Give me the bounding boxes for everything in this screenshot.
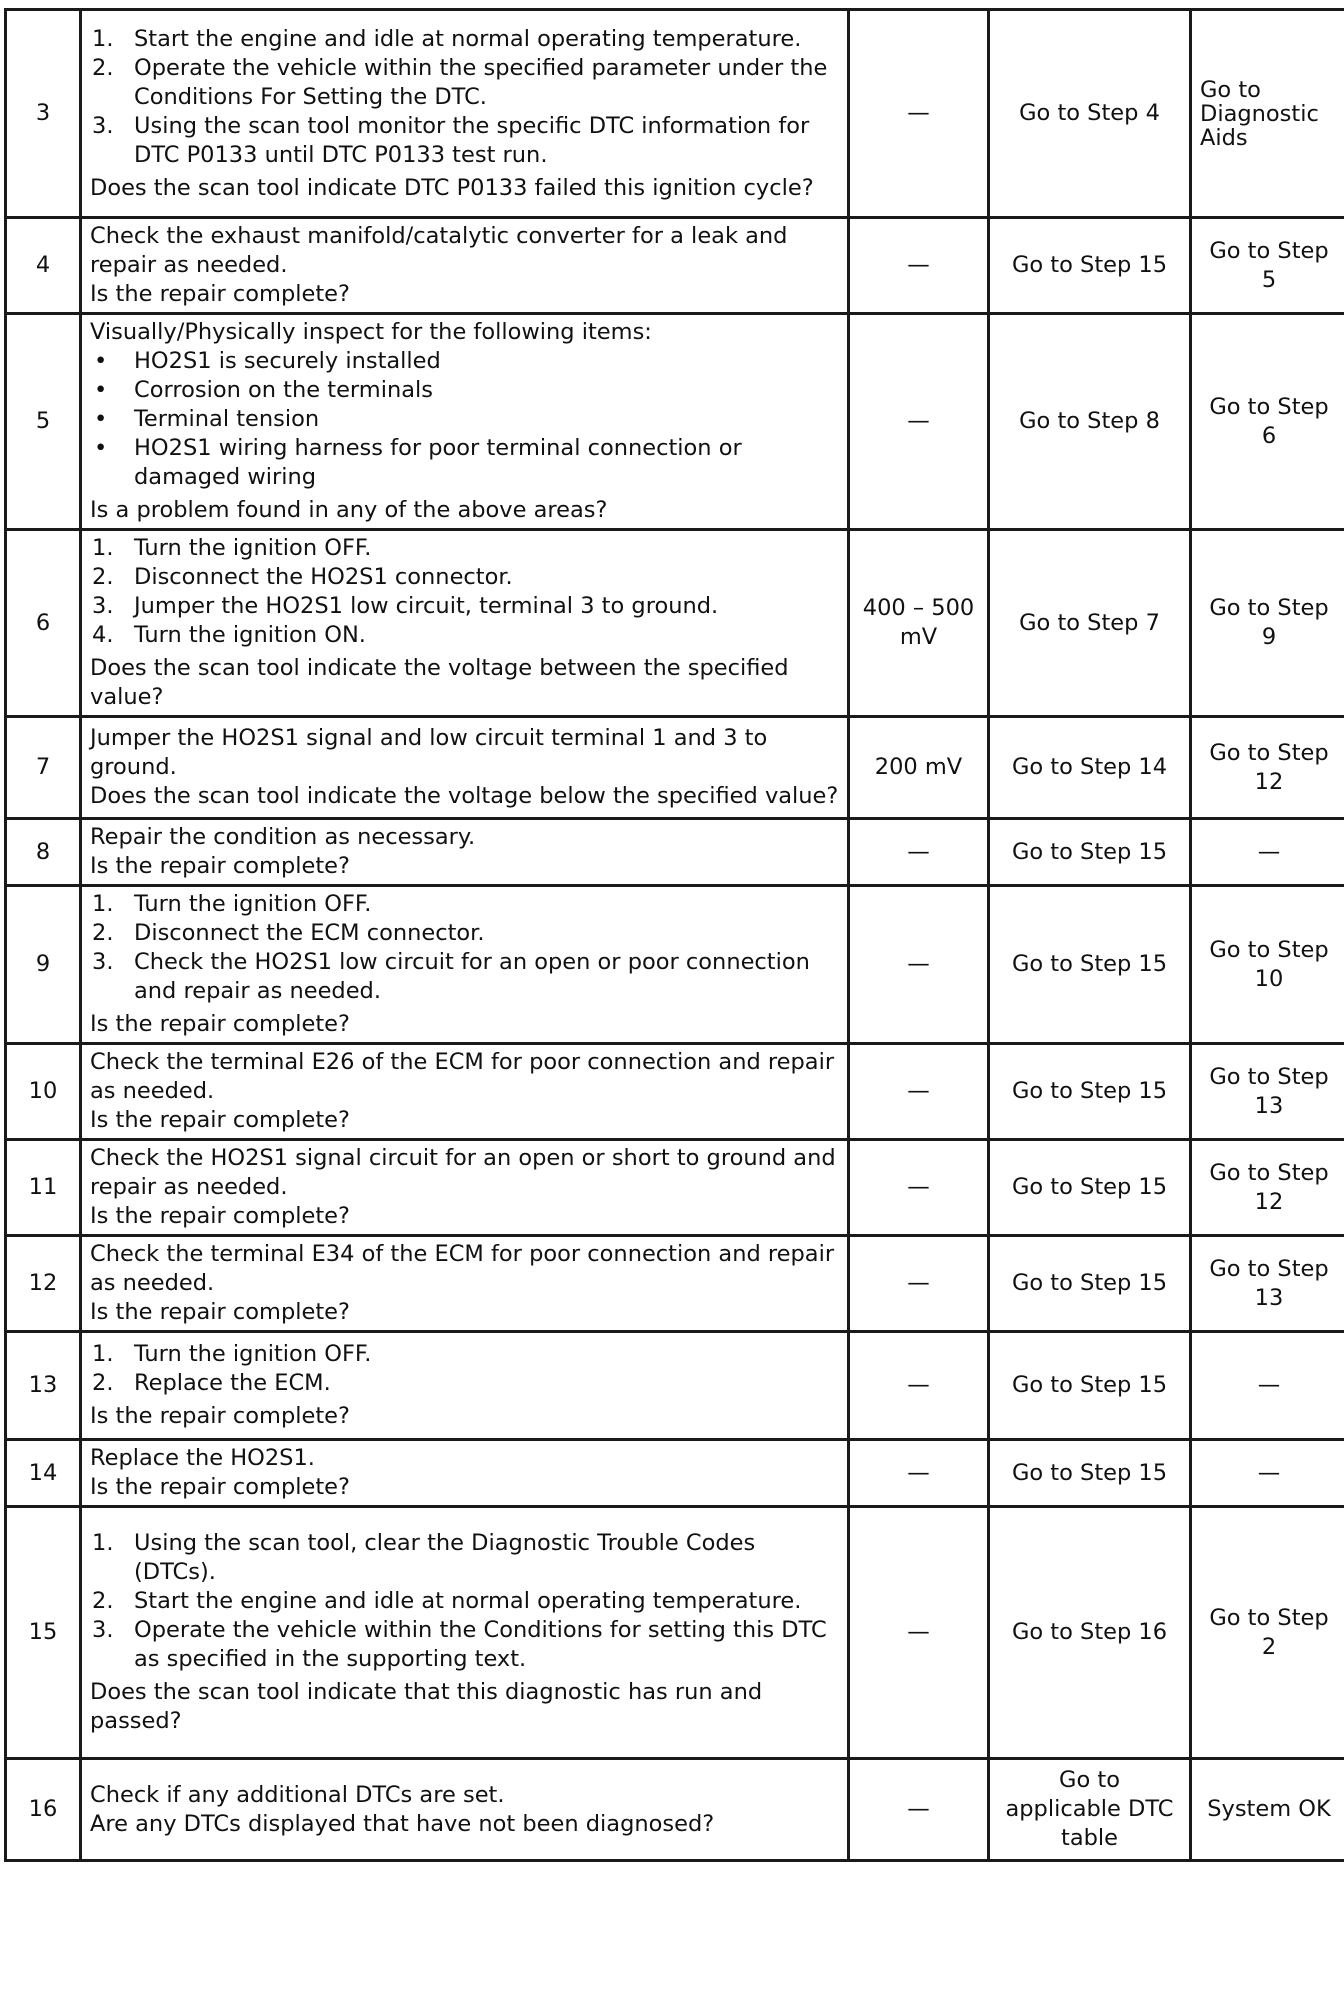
table-row bbox=[6, 886, 1344, 1044]
step-action bbox=[81, 10, 849, 218]
list-item-number: 3. bbox=[92, 949, 114, 975]
yes-action: Go to Step 7 bbox=[989, 530, 1191, 717]
list-item-text: Turn the ignition OFF. bbox=[134, 535, 372, 561]
action-text: Is the repair complete? bbox=[90, 1011, 350, 1037]
step-action bbox=[81, 1236, 849, 1332]
list-item-number: 3. bbox=[92, 112, 114, 139]
table-row bbox=[6, 819, 1344, 886]
list-item bbox=[90, 948, 839, 1006]
step-number: 12 bbox=[6, 1236, 81, 1332]
specified-value: — bbox=[849, 1140, 989, 1236]
step-action bbox=[81, 1759, 849, 1861]
step-action bbox=[81, 218, 849, 314]
step-action bbox=[81, 819, 849, 886]
list-item bbox=[90, 592, 839, 621]
yes-action: Go to applicable DTC table bbox=[989, 1759, 1191, 1861]
numbered-list bbox=[90, 25, 839, 170]
specified-value: — bbox=[849, 1236, 989, 1332]
specified-value: — bbox=[849, 1759, 989, 1861]
table-row bbox=[6, 1440, 1344, 1507]
step-number: 11 bbox=[6, 1140, 81, 1236]
list-item-number: 1. bbox=[92, 1341, 114, 1367]
step-action bbox=[81, 1440, 849, 1507]
table-row bbox=[6, 1507, 1344, 1759]
list-item bbox=[90, 1369, 839, 1398]
list-item-number: 2. bbox=[92, 1588, 114, 1614]
step-action bbox=[81, 1507, 849, 1759]
specified-value: — bbox=[849, 1044, 989, 1140]
numbered-list bbox=[90, 1529, 839, 1674]
step-number: 5 bbox=[6, 314, 81, 530]
step-action bbox=[81, 1332, 849, 1440]
list-item-number: 2. bbox=[92, 920, 114, 946]
list-item-text: Using the scan tool, clear the Diagnostic Trouble Codes (DTCs). bbox=[134, 1530, 756, 1585]
list-item-number: 1. bbox=[92, 535, 114, 561]
list-item-number: 3. bbox=[92, 1617, 114, 1643]
step-action bbox=[81, 717, 849, 819]
action-text: Is a problem found in any of the above areas? bbox=[90, 497, 608, 523]
list-item bbox=[90, 890, 839, 919]
yes-action: Go to Step 15 bbox=[989, 1140, 1191, 1236]
specified-value: — bbox=[849, 1332, 989, 1440]
list-item-text: Replace the ECM. bbox=[134, 1370, 331, 1396]
yes-action: Go to Step 4 bbox=[989, 10, 1191, 218]
specified-value: — bbox=[849, 1507, 989, 1759]
yes-action: Go to Step 15 bbox=[989, 218, 1191, 314]
action-text: Does the scan tool indicate DTC P0133 failed this ignition cycle? bbox=[90, 174, 814, 201]
action-text: Does the scan tool indicate the voltage between the specified value? bbox=[90, 655, 789, 710]
numbered-list bbox=[90, 890, 839, 1006]
action-text: Check the exhaust manifold/catalytic converter for a leak and repair as needed. Is the repair complete? bbox=[90, 223, 788, 307]
action-text: Check the terminal E34 of the ECM for poor connection and repair as needed. Is the repair complete? bbox=[90, 1241, 835, 1325]
numbered-list bbox=[90, 1340, 839, 1398]
list-item-text: Check the HO2S1 low circuit for an open or poor connection and repair as needed. bbox=[134, 949, 810, 1004]
yes-action: Go to Step 14 bbox=[989, 717, 1191, 819]
diagnostic-steps-table bbox=[4, 8, 1344, 1862]
list-item-number: 1. bbox=[92, 1530, 114, 1556]
list-item: • Terminal tension bbox=[90, 405, 839, 434]
no-action: Go to Step 13 bbox=[1191, 1044, 1344, 1140]
step-action bbox=[81, 1044, 849, 1140]
no-action: Go to Step 13 bbox=[1191, 1236, 1344, 1332]
list-item-number: 1. bbox=[92, 891, 114, 917]
specified-value: — bbox=[849, 314, 989, 530]
list-item bbox=[90, 563, 839, 592]
table-row bbox=[6, 1044, 1344, 1140]
step-action bbox=[81, 886, 849, 1044]
specified-value: — bbox=[849, 218, 989, 314]
yes-action: Go to Step 15 bbox=[989, 1044, 1191, 1140]
step-number: 7 bbox=[6, 717, 81, 819]
no-action: Go to Step 12 bbox=[1191, 717, 1344, 819]
list-item-number: 1. bbox=[92, 25, 114, 52]
list-item-text: Disconnect the HO2S1 connector. bbox=[134, 564, 513, 590]
yes-action: Go to Step 8 bbox=[989, 314, 1191, 530]
specified-value: — bbox=[849, 819, 989, 886]
step-number: 8 bbox=[6, 819, 81, 886]
specified-value: — bbox=[849, 10, 989, 218]
no-action: Go to Step 12 bbox=[1191, 1140, 1344, 1236]
table-row bbox=[6, 218, 1344, 314]
numbered-list bbox=[90, 534, 839, 650]
yes-action: Go to Step 15 bbox=[989, 819, 1191, 886]
list-item-text: Jumper the HO2S1 low circuit, terminal 3 to ground. bbox=[134, 593, 719, 619]
no-action: Go to Step 2 bbox=[1191, 1507, 1344, 1759]
table-row bbox=[6, 1332, 1344, 1440]
list-item bbox=[90, 1340, 839, 1369]
step-number: 14 bbox=[6, 1440, 81, 1507]
list-item-text: Operate the vehicle within the specified parameter under the Conditions For Setting the DTC. bbox=[134, 54, 828, 110]
no-action: — bbox=[1191, 819, 1344, 886]
specified-value: 200 mV bbox=[849, 717, 989, 819]
step-number: 6 bbox=[6, 530, 81, 717]
no-action: Go to Step 9 bbox=[1191, 530, 1344, 717]
step-number: 13 bbox=[6, 1332, 81, 1440]
list-item bbox=[90, 621, 839, 650]
action-text: Check the HO2S1 signal circuit for an open or short to ground and repair as needed. Is the repair complete? bbox=[90, 1145, 836, 1229]
action-text: Replace the HO2S1. Is the repair complete? bbox=[90, 1445, 350, 1500]
list-item-number: 3. bbox=[92, 593, 114, 619]
table-row bbox=[6, 314, 1344, 530]
action-text: Check if any additional DTCs are set. Are any DTCs displayed that have not been diagnosed? bbox=[90, 1781, 715, 1837]
action-text: Is the repair complete? bbox=[90, 1403, 350, 1429]
table-row bbox=[6, 1759, 1344, 1861]
step-number: 15 bbox=[6, 1507, 81, 1759]
table-row bbox=[6, 1236, 1344, 1332]
table-body bbox=[6, 10, 1344, 1861]
list-item-number: 2. bbox=[92, 564, 114, 590]
list-item bbox=[90, 919, 839, 948]
step-number: 10 bbox=[6, 1044, 81, 1140]
step-number: 4 bbox=[6, 218, 81, 314]
yes-action: Go to Step 15 bbox=[989, 886, 1191, 1044]
table-row bbox=[6, 530, 1344, 717]
action-text: Repair the condition as necessary. Is the repair complete? bbox=[90, 824, 476, 879]
bullet-list bbox=[90, 347, 839, 492]
list-item bbox=[90, 25, 839, 54]
list-item-text: Start the engine and idle at normal operating temperature. bbox=[134, 1588, 802, 1614]
list-item-text: Turn the ignition OFF. bbox=[134, 891, 372, 917]
list-item: • Corrosion on the terminals bbox=[90, 376, 839, 405]
no-action: — bbox=[1191, 1440, 1344, 1507]
list-item: • HO2S1 wiring harness for poor terminal connection or damaged wiring bbox=[90, 434, 839, 492]
list-item-text: Start the engine and idle at normal operating temperature. bbox=[134, 25, 802, 52]
list-item bbox=[90, 534, 839, 563]
yes-action: Go to Step 15 bbox=[989, 1440, 1191, 1507]
list-item: • HO2S1 is securely installed bbox=[90, 347, 839, 376]
no-action: Go to Step 5 bbox=[1191, 218, 1344, 314]
list-item bbox=[90, 112, 839, 170]
specified-value: 400 – 500 mV bbox=[849, 530, 989, 717]
no-action: — bbox=[1191, 1332, 1344, 1440]
action-intro: Visually/Physically inspect for the following items: bbox=[90, 319, 652, 345]
action-text: Jumper the HO2S1 signal and low circuit terminal 1 and 3 to ground. Does the scan tool indicate the voltage below the specified value? bbox=[90, 725, 839, 809]
step-number: 3 bbox=[6, 10, 81, 218]
table-row bbox=[6, 10, 1344, 218]
specified-value: — bbox=[849, 1440, 989, 1507]
specified-value: — bbox=[849, 886, 989, 1044]
list-item bbox=[90, 54, 839, 112]
yes-action: Go to Step 16 bbox=[989, 1507, 1191, 1759]
step-number: 9 bbox=[6, 886, 81, 1044]
table-row bbox=[6, 717, 1344, 819]
no-action: Go to Step 6 bbox=[1191, 314, 1344, 530]
step-action bbox=[81, 1140, 849, 1236]
step-action bbox=[81, 314, 849, 530]
yes-action: Go to Step 15 bbox=[989, 1332, 1191, 1440]
list-item bbox=[90, 1529, 839, 1587]
action-text: Check the terminal E26 of the ECM for poor connection and repair as needed. Is the repair complete? bbox=[90, 1049, 835, 1133]
list-item-text: Operate the vehicle within the Conditions for setting this DTC as specified in the supporting text. bbox=[134, 1617, 827, 1672]
list-item bbox=[90, 1587, 839, 1616]
no-action: System OK bbox=[1191, 1759, 1344, 1861]
list-item-text: Disconnect the ECM connector. bbox=[134, 920, 485, 946]
step-action bbox=[81, 530, 849, 717]
no-action: Go to Step 10 bbox=[1191, 886, 1344, 1044]
list-item-text: Using the scan tool monitor the specific DTC information for DTC P0133 until DTC P0133 test run. bbox=[134, 112, 810, 168]
no-action: Go to Diagnostic Aids bbox=[1191, 10, 1344, 218]
table-row bbox=[6, 1140, 1344, 1236]
list-item-number: 2. bbox=[92, 54, 114, 81]
yes-action: Go to Step 15 bbox=[989, 1236, 1191, 1332]
list-item-number: 2. bbox=[92, 1370, 114, 1396]
step-number: 16 bbox=[6, 1759, 81, 1861]
list-item-text: Turn the ignition OFF. bbox=[134, 1341, 372, 1367]
list-item-number: 4. bbox=[92, 622, 114, 648]
list-item-text: Turn the ignition ON. bbox=[134, 622, 366, 648]
list-item bbox=[90, 1616, 839, 1674]
action-text: Does the scan tool indicate that this diagnostic has run and passed? bbox=[90, 1679, 763, 1734]
